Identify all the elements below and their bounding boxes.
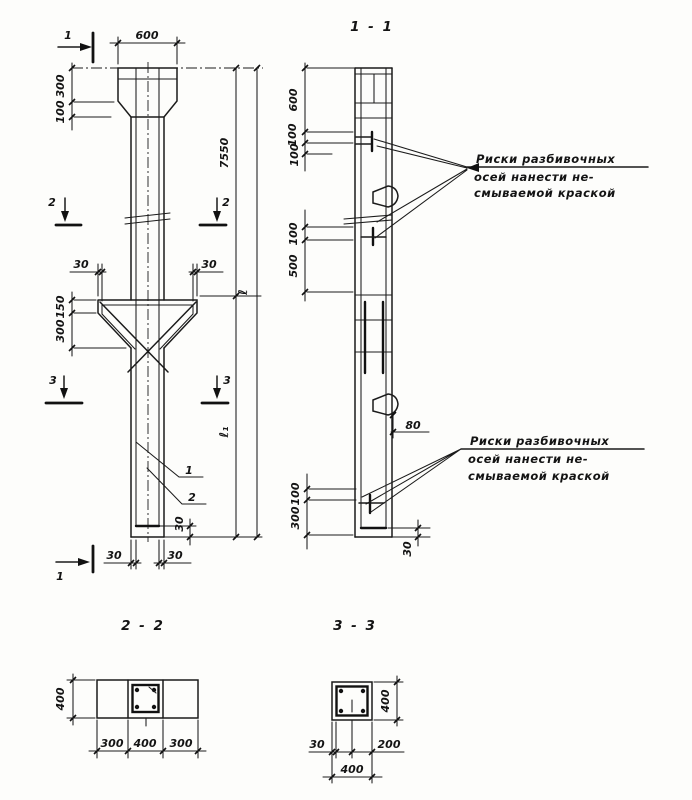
dim-base-cover-right: 30 — [167, 549, 183, 562]
dim-console-face: 150 — [54, 295, 67, 319]
elevation-view — [46, 29, 263, 583]
marker-2-right-label: 2 — [222, 196, 230, 209]
dim-2-2-right: 300 — [169, 737, 193, 750]
dim-cap-height: 300 — [54, 74, 67, 98]
item-leader-2 — [147, 468, 206, 504]
dim-cover-bottom-side: 30 — [173, 516, 186, 532]
dim-3-3-offset: 200 — [377, 738, 401, 751]
column-cap-outline — [118, 68, 177, 117]
marker-3-left-label: 3 — [49, 374, 57, 387]
dim-length-l1: ℓ₁ — [217, 426, 231, 438]
axis-marks-upper — [356, 132, 372, 151]
dim-length-l: ℓ — [236, 289, 250, 295]
dim-1-1-600: 600 — [287, 88, 300, 112]
dim-console-slope: 300 — [54, 319, 67, 343]
dim-console-offset-right: 30 — [201, 258, 217, 271]
section-marker-3-right — [202, 374, 231, 403]
note-lower — [362, 434, 644, 512]
dim-1-1-300: 300 — [289, 506, 302, 530]
console-outline — [98, 300, 197, 372]
note-upper — [374, 139, 648, 238]
note-upper-line1: Риски разбивочных — [476, 152, 616, 166]
note-upper-line2: осей нанести не- — [474, 170, 595, 184]
dim-top-width: 600 — [135, 29, 159, 42]
dim-taper-height: 100 — [54, 100, 67, 124]
axis-mark-lower — [359, 495, 384, 513]
section-3-3-view — [309, 618, 404, 783]
axis-mark-middle — [361, 228, 386, 245]
section-marker-1-top — [58, 29, 93, 62]
dim-1-1-100mid: 100 — [287, 222, 300, 246]
marker-2-left-label: 2 — [48, 196, 56, 209]
section-marker-2-right — [200, 196, 230, 225]
item-leader-1 — [136, 442, 203, 477]
dim-1-1-500: 500 — [287, 254, 300, 278]
note-lower-line1: Риски разбивочных — [470, 434, 610, 448]
dim-3-3-height: 400 — [379, 689, 392, 713]
dim-1-1-100a: 100 — [286, 123, 299, 147]
section-1-1-title: 1 - 1 — [350, 19, 394, 35]
dim-3-3-width: 400 — [340, 763, 364, 776]
section-3-3-title: 3 - 3 — [333, 618, 377, 634]
item-1-label: 1 — [185, 464, 193, 477]
marker-3-right-label: 3 — [223, 374, 231, 387]
section-marker-2-left — [48, 196, 81, 225]
section-marker-3-left — [46, 374, 82, 403]
dim-console-offset-left: 30 — [73, 258, 89, 271]
section-2-2-view — [54, 618, 206, 758]
dim-overall-length: 7550 — [218, 137, 231, 169]
dim-1-1-100b: 100 — [288, 143, 301, 167]
dim-base-cover-left: 30 — [106, 549, 122, 562]
dim-bottom-cover: 30 — [401, 541, 414, 557]
note-upper-line3: смываемой краской — [474, 186, 616, 200]
dim-2-2-center: 400 — [133, 737, 157, 750]
dim-3-3-cover: 30 — [309, 738, 325, 751]
section-1-1-column — [355, 68, 392, 537]
marker-1-bottom-label: 1 — [56, 570, 64, 583]
note-lower-line3: смываемой краской — [468, 469, 610, 483]
dim-2-2-height: 400 — [54, 687, 67, 711]
dim-loop-80: 80 — [405, 419, 421, 432]
section-2-2-title: 2 - 2 — [121, 618, 165, 634]
dim-2-2-left: 300 — [100, 737, 124, 750]
section-marker-1-bottom — [56, 546, 93, 583]
item-2-label: 2 — [188, 491, 196, 504]
marker-1-top-label: 1 — [64, 29, 72, 42]
section-1-1-view — [286, 19, 648, 557]
dim-1-1-100low: 100 — [289, 482, 302, 506]
note-lower-line2: осей нанести не- — [468, 452, 589, 466]
